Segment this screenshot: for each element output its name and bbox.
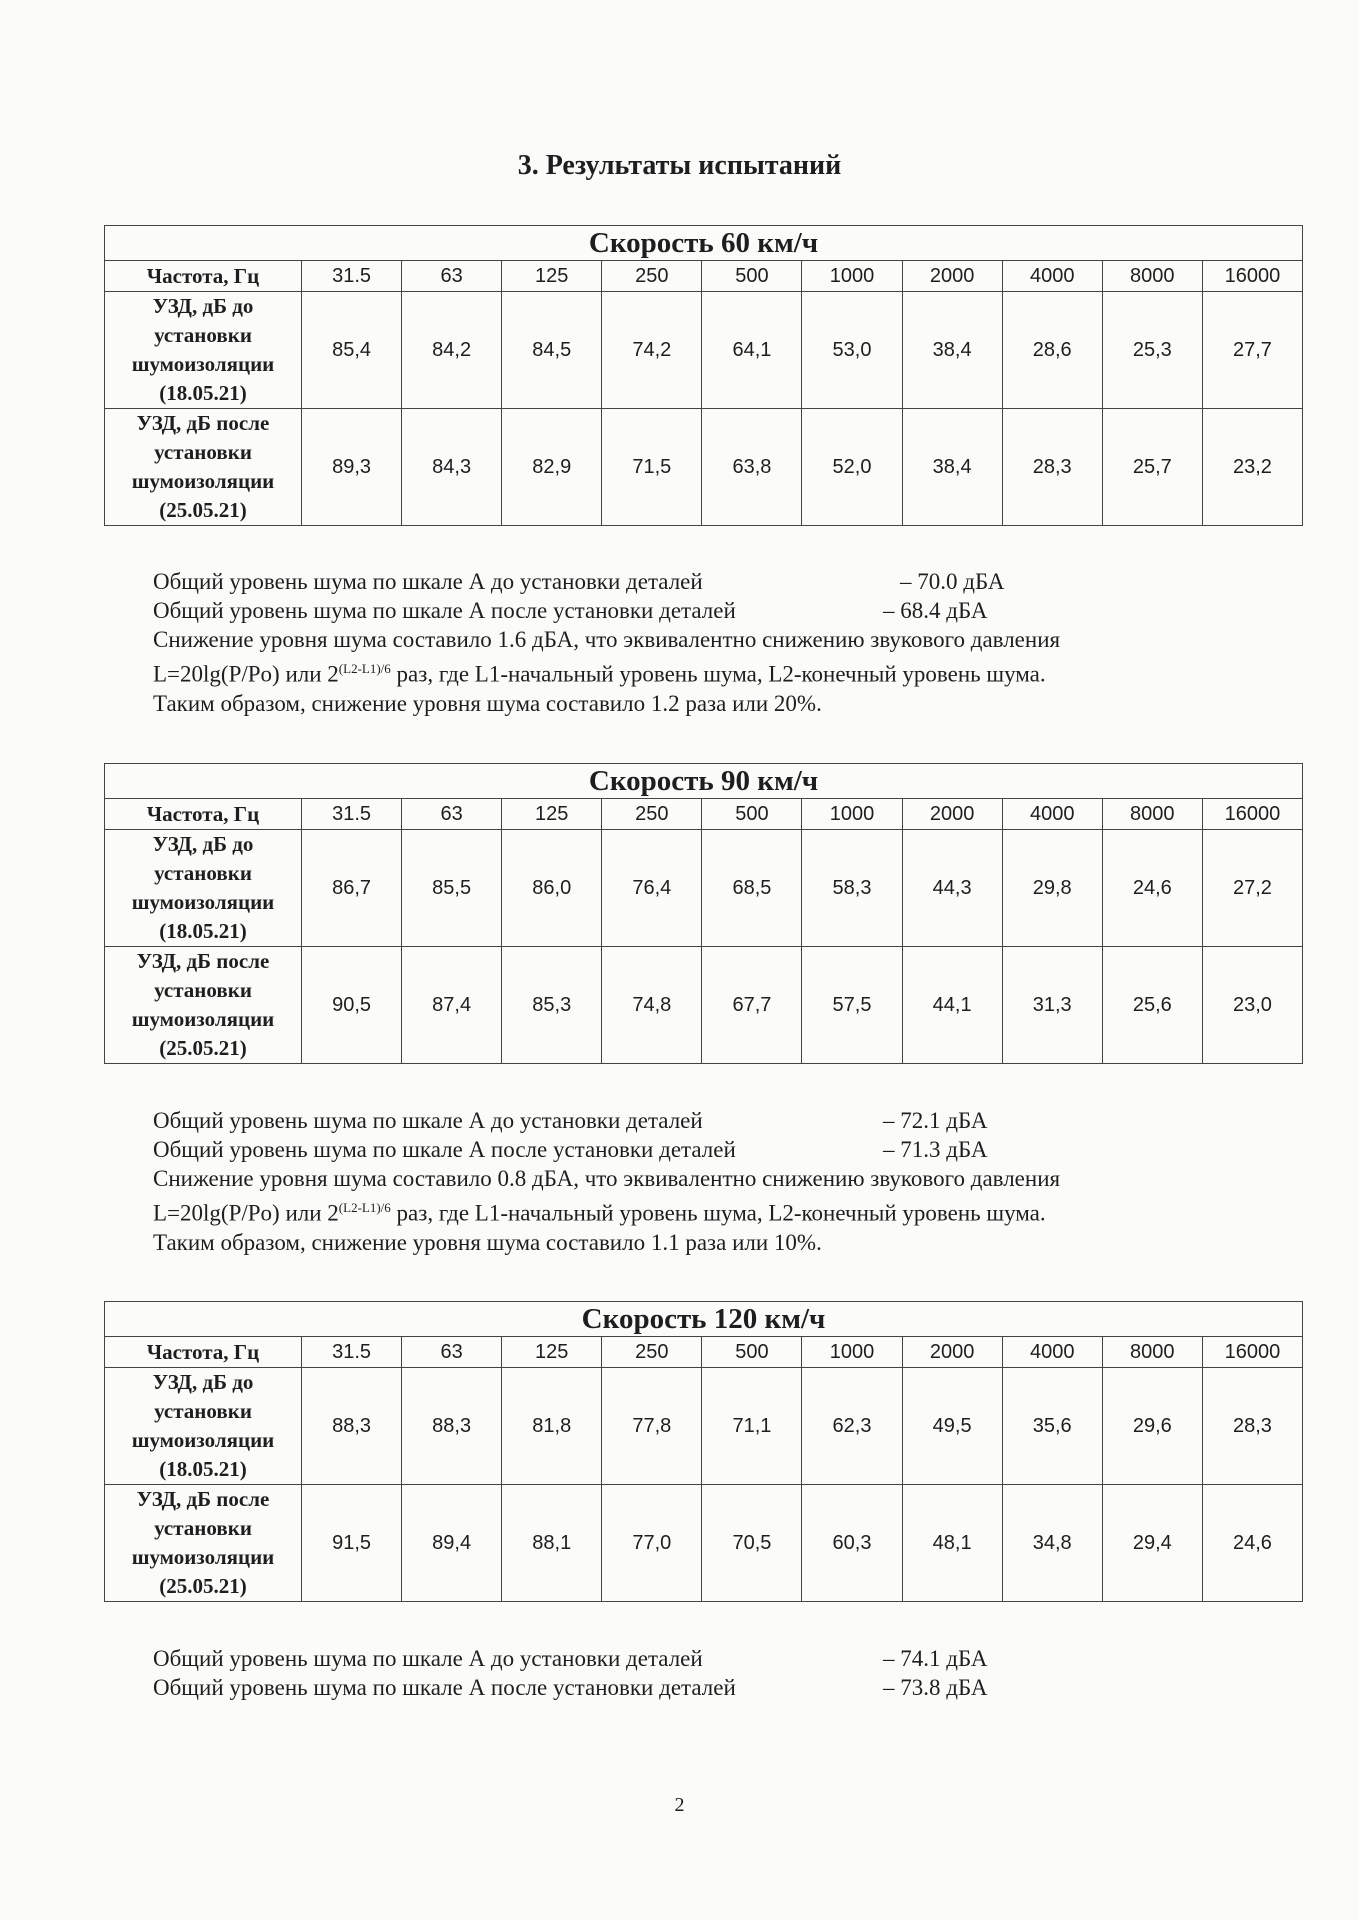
frequency-label: Частота, Гц [105,261,302,292]
value-cell: 74,8 [602,947,702,1064]
value-cell: 82,9 [502,409,602,526]
frequency-cell: 4000 [1002,1337,1102,1368]
row-before-label: УЗД, дБ до установки шумоизоляции (18.05.21) [105,292,302,409]
frequency-cell: 4000 [1002,261,1102,292]
value-cell: 85,5 [402,830,502,947]
total-level-before-value: – 72.1 дБА [883,1108,988,1133]
frequency-cell: 16000 [1202,1337,1302,1368]
value-cell: 89,4 [402,1485,502,1602]
total-level-after: Общий уровень шума по шкале А после установки деталей [153,598,736,623]
frequency-cell: 125 [502,799,602,830]
frequency-cell: 4000 [1002,799,1102,830]
total-level-before: Общий уровень шума по шкале А до установки деталей [153,569,703,594]
total-level-before: Общий уровень шума по шкале А до установки деталей [153,1108,703,1133]
row-before [105,292,1303,409]
value-cell: 68,5 [702,830,802,947]
value-cell: 86,0 [502,830,602,947]
value-cell: 31,3 [1002,947,1102,1064]
row-after-label: УЗД, дБ после установки шумоизоляции (25.05.21) [105,1485,302,1602]
summary-note-120 [153,1644,1263,1702]
value-cell: 38,4 [902,409,1002,526]
value-cell: 38,4 [902,292,1002,409]
frequency-cell: 250 [602,799,702,830]
frequency-cell: 500 [702,1337,802,1368]
total-level-after: Общий уровень шума по шкале А после установки деталей [153,1137,736,1162]
total-level-before: Общий уровень шума по шкале А до установки деталей [153,1646,703,1671]
value-cell: 86,7 [302,830,402,947]
frequency-cell: 1000 [802,799,902,830]
frequency-row [105,799,1303,830]
reduction-text: Снижение уровня шума составило 0.8 дБА, что эквивалентно снижению звукового давления [153,1166,1061,1191]
value-cell: 81,8 [502,1368,602,1485]
total-level-before-value: – 74.1 дБА [883,1646,988,1671]
value-cell: 90,5 [302,947,402,1064]
value-cell: 84,2 [402,292,502,409]
results-table-120 [104,1301,1303,1602]
frequency-cell: 2000 [902,261,1002,292]
conclusion-text: Таким образом, снижение уровня шума составило 1.2 раза или 20%. [153,690,822,716]
value-cell: 53,0 [802,292,902,409]
frequency-cell: 8000 [1102,1337,1202,1368]
results-table-90 [104,763,1303,1064]
frequency-label: Частота, Гц [105,1337,302,1368]
frequency-cell: 125 [502,261,602,292]
row-after-label: УЗД, дБ после установки шумоизоляции (25.05.21) [105,947,302,1064]
total-level-after-value: – 68.4 дБА [883,598,988,623]
value-cell: 64,1 [702,292,802,409]
value-cell: 28,3 [1002,409,1102,526]
frequency-cell: 8000 [1102,799,1202,830]
value-cell: 88,3 [302,1368,402,1485]
frequency-cell: 500 [702,799,802,830]
frequency-row [105,261,1303,292]
frequency-cell: 2000 [902,1337,1002,1368]
conclusion-text: Таким образом, снижение уровня шума составило 1.1 раза или 10%. [153,1229,822,1255]
frequency-cell: 31.5 [302,799,402,830]
value-cell: 34,8 [1002,1485,1102,1602]
frequency-cell: 16000 [1202,261,1302,292]
value-cell: 88,1 [502,1485,602,1602]
value-cell: 85,3 [502,947,602,1064]
value-cell: 74,2 [602,292,702,409]
formula-text: L=20lg(P/Po) или $2^{(L2-L1)/6}$ раз, где L1-начальный уровень шума, L2-конечный уровень шума. [153,661,1046,687]
frequency-cell: 1000 [802,1337,902,1368]
frequency-cell: 63 [402,1337,502,1368]
formula-text: L=20lg(P/Po) или $2^{(L2-L1)/6}$ раз, где L1-начальный уровень шума, L2-конечный уровень шума. [153,1200,1046,1226]
value-cell: 84,5 [502,292,602,409]
value-cell: 25,3 [1102,292,1202,409]
value-cell: 71,1 [702,1368,802,1485]
total-level-after-value: – 71.3 дБА [883,1137,988,1162]
frequency-row [105,1337,1303,1368]
value-cell: 27,2 [1202,830,1302,947]
value-cell: 76,4 [602,830,702,947]
page-title: 3. Результаты испытаний [517,150,842,181]
value-cell: 62,3 [802,1368,902,1485]
total-level-after: Общий уровень шума по шкале А после установки деталей [153,1675,736,1700]
value-cell: 44,1 [902,947,1002,1064]
page-number: 2 [674,1794,685,1816]
results-table-60 [104,225,1303,526]
speed-header: Скорость 90 км/ч [105,764,1303,799]
row-before-label: УЗД, дБ до установки шумоизоляции (18.05.21) [105,1368,302,1485]
row-before [105,1368,1303,1485]
value-cell: 58,3 [802,830,902,947]
value-cell: 35,6 [1002,1368,1102,1485]
value-cell: 25,6 [1102,947,1202,1064]
row-before-label: УЗД, дБ до установки шумоизоляции (18.05.21) [105,830,302,947]
value-cell: 88,3 [402,1368,502,1485]
value-cell: 91,5 [302,1485,402,1602]
value-cell: 63,8 [702,409,802,526]
value-cell: 27,7 [1202,292,1302,409]
value-cell: 23,2 [1202,409,1302,526]
frequency-cell: 8000 [1102,261,1202,292]
value-cell: 28,6 [1002,292,1102,409]
value-cell: 49,5 [902,1368,1002,1485]
total-level-before-value: – 70.0 дБА [900,569,1005,594]
frequency-cell: 125 [502,1337,602,1368]
frequency-cell: 250 [602,261,702,292]
speed-header: Скорость 60 км/ч [105,226,1303,261]
value-cell: 84,3 [402,409,502,526]
row-after-label: УЗД, дБ после установки шумоизоляции (25.05.21) [105,409,302,526]
value-cell: 77,0 [602,1485,702,1602]
value-cell: 71,5 [602,409,702,526]
frequency-cell: 2000 [902,799,1002,830]
frequency-label: Частота, Гц [105,799,302,830]
frequency-cell: 63 [402,261,502,292]
total-level-after-value: – 73.8 дБА [883,1675,988,1700]
row-after [105,1485,1303,1602]
frequency-cell: 250 [602,1337,702,1368]
frequency-cell: 31.5 [302,261,402,292]
value-cell: 57,5 [802,947,902,1064]
frequency-cell: 1000 [802,261,902,292]
value-cell: 87,4 [402,947,502,1064]
frequency-cell: 31.5 [302,1337,402,1368]
summary-note-60 [153,567,1263,718]
row-after [105,947,1303,1064]
frequency-cell: 500 [702,261,802,292]
value-cell: 60,3 [802,1485,902,1602]
value-cell: 29,8 [1002,830,1102,947]
value-cell: 67,7 [702,947,802,1064]
value-cell: 85,4 [302,292,402,409]
value-cell: 29,6 [1102,1368,1202,1485]
row-after [105,409,1303,526]
value-cell: 25,7 [1102,409,1202,526]
value-cell: 48,1 [902,1485,1002,1602]
value-cell: 28,3 [1202,1368,1302,1485]
summary-note-90 [153,1106,1263,1257]
value-cell: 23,0 [1202,947,1302,1064]
value-cell: 44,3 [902,830,1002,947]
value-cell: 24,6 [1102,830,1202,947]
value-cell: 52,0 [802,409,902,526]
value-cell: 70,5 [702,1485,802,1602]
value-cell: 89,3 [302,409,402,526]
reduction-text: Снижение уровня шума составило 1.6 дБА, что эквивалентно снижению звукового давления [153,627,1061,652]
frequency-cell: 16000 [1202,799,1302,830]
row-before [105,830,1303,947]
frequency-cell: 63 [402,799,502,830]
speed-header: Скорость 120 км/ч [105,1302,1303,1337]
value-cell: 24,6 [1202,1485,1302,1602]
value-cell: 77,8 [602,1368,702,1485]
value-cell: 29,4 [1102,1485,1202,1602]
